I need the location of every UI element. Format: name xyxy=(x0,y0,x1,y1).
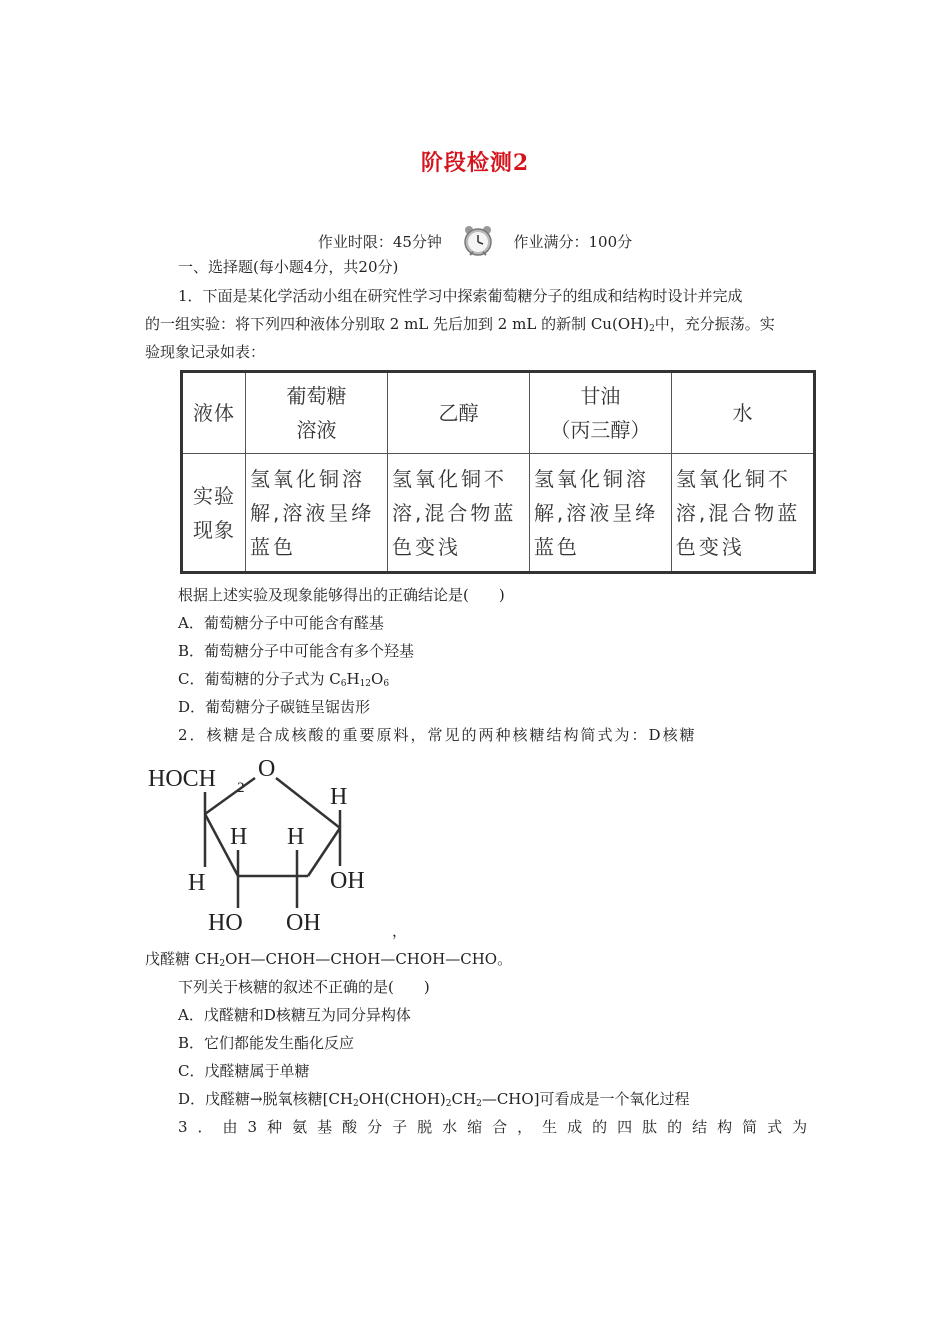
time-limit: 作业时限：45分钟 xyxy=(317,233,442,251)
table-cell: 水 xyxy=(671,372,814,454)
structure-comma: ， xyxy=(392,922,408,940)
q1-option-a: A．葡萄糖分子中可能含有醛基 xyxy=(178,614,384,632)
q2-option-d: D．戊醛糖→脱氧核糖$[CH_2OH(CHOH)_2CH_2—CHO]$可看成是一个氧化过程 xyxy=(178,1090,690,1109)
label-h-right: H xyxy=(330,784,348,810)
q1-stem-line1: 1．下面是某化学活动小组在研究性学习中探索葡萄糖分子的组成和结构时设计并完成 xyxy=(178,287,743,305)
label-hoch2-sub: 2 xyxy=(237,780,245,796)
alarm-clock-icon xyxy=(461,224,495,262)
q1-option-c: C．葡萄糖的分子式为 $C_6H_{12}O_6$ xyxy=(178,670,390,689)
q1-stem-line3: 验现象记录如表： xyxy=(145,343,266,361)
q2-option-c: C．戊醛糖属于单糖 xyxy=(178,1062,310,1080)
assignment-meta xyxy=(0,224,950,262)
table-cell: 氢氧化铜不 溶,混合物蓝 色变浅 xyxy=(387,454,529,573)
table-cell: 液体 xyxy=(182,372,246,454)
label-oh-bottom: OH xyxy=(286,910,321,936)
table-cell: 氢氧化铜溶 解,溶液呈绛 蓝色 xyxy=(246,454,388,573)
page-title: 阶段检测2 xyxy=(420,150,530,176)
q1-option-b: B．葡萄糖分子中可能含有多个羟基 xyxy=(178,642,415,660)
table-cell: 乙醇 xyxy=(387,372,529,454)
table-cell: 实验 现象 xyxy=(182,454,246,573)
table-cell: 葡萄糖 溶液 xyxy=(246,372,388,454)
q1-stem-line2: 的一组实验：将下列四种液体分别取 2 mL 先后加到 2 mL 的新制 $Cu(OH)_2$中，充分振荡。实 xyxy=(145,315,775,334)
table-cell: 氢氧化铜溶 解,溶液呈绛 蓝色 xyxy=(529,454,671,573)
experiment-table xyxy=(180,370,816,574)
full-score: 作业满分：100分 xyxy=(513,233,633,251)
table-cell: 氢氧化铜不 溶,混合物蓝 色变浅 xyxy=(671,454,814,573)
q2-stem: 2．核糖是合成核酸的重要原料，常见的两种核糖结构简式为：D核糖 xyxy=(178,726,697,744)
table-row xyxy=(182,454,815,573)
label-h-left: H xyxy=(188,870,206,896)
q2-option-b: B．它们都能发生酯化反应 xyxy=(178,1034,355,1052)
label-ring-o: O xyxy=(258,756,276,782)
section-heading: 一、选择题(每小题4分，共20分) xyxy=(178,258,399,276)
label-hoch2: HOCH xyxy=(148,766,217,792)
q1-option-d: D．葡萄糖分子碳链呈锯齿形 xyxy=(178,698,371,716)
pentanal-formula: 戊醛糖 $CH_2OH—CHOH—CHOH—CHOH—CHO$。 xyxy=(145,950,513,969)
label-h-inner-1: H xyxy=(230,824,248,850)
label-ho-bottom: HO xyxy=(208,910,243,936)
q3-stem: 3．由3种氨基酸分子脱水缩合，生成的四肽的结构简式为 xyxy=(178,1118,818,1136)
d-ribose-structure xyxy=(140,752,390,942)
label-h-inner-2: H xyxy=(287,824,305,850)
q1-question: 根据上述实验及现象能够得出的正确结论是( ) xyxy=(178,586,505,604)
q2-option-a: A．戊醛糖和D核糖互为同分异构体 xyxy=(178,1006,411,1024)
label-oh-right: OH xyxy=(330,868,365,894)
table-row xyxy=(182,372,815,454)
table-cell: 甘油 （丙三醇） xyxy=(529,372,671,454)
q2-question: 下列关于核糖的叙述不正确的是( ) xyxy=(178,978,430,996)
